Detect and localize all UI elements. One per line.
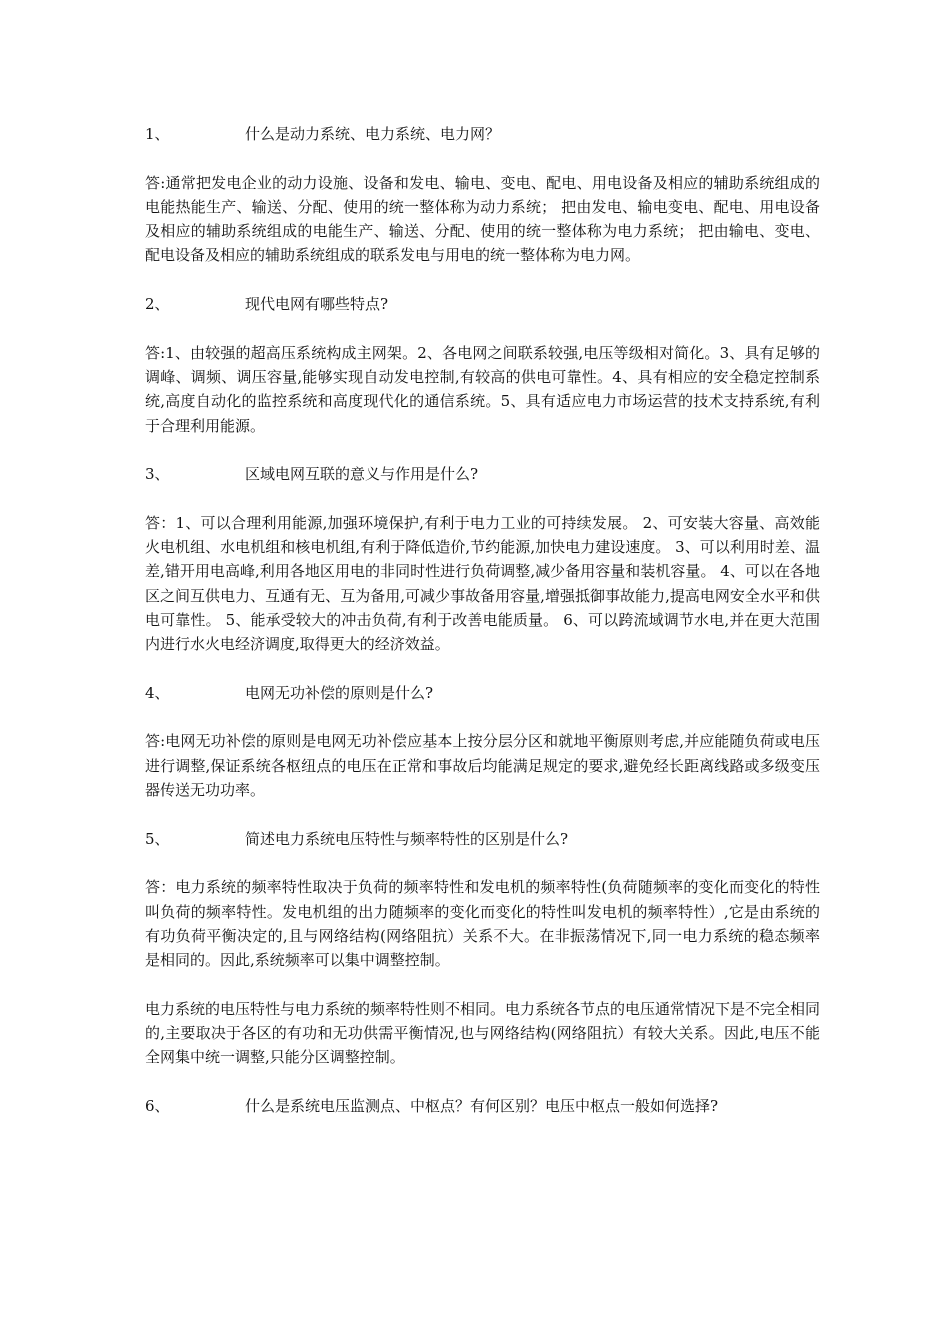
answer-paragraph: 答:电网无功补偿的原则是电网无功补偿应基本上按分层分区和就地平衡原则考虑,并应能随负荷或电压进行调整,保证系统各枢纽点的电压在正常和事故后均能满足规定的要求,避免经长距离线路或多级变压器传送无功功率。 <box>145 732 820 800</box>
question-text: 简述电力系统电压特性与频率特性的区别是什么? <box>245 829 569 848</box>
answer-paragraph: 答:通常把发电企业的动力设施、设备和发电、输电、变电、配电、用电设备及相应的辅助系统组成的电能热能生产、输送、分配、使用的统一整体称为动力系统； 把由发电、输电变电、配电、用电设备及相应的辅助系统组成的电能生产、输送、分配、使用的统一整体称为电力系统； 把由输电、变电、配电设备及相应的辅助系统组成的联系发电与用电的统一整体称为电力网。 <box>145 173 820 265</box>
question-number: 2、 <box>145 295 170 314</box>
question-heading <box>145 292 820 316</box>
answer-paragraph: 答：1、可以合理利用能源,加强环境保护,有利于电力工业的可持续发展。 2、可安装大容量、高效能火电机组、水电机组和核电机组,有利于降低造价,节约能源,加快电力建设速度。 3、可以利用时差、温差,错开用电高峰,利用各地区用电的非同时性进行负荷调整,减少备用容量和装机容量。 4、可以在各地区之间互供电力、互通有无、互为备用,可减少事故备用容量,增强抵御事故能力,提高电网安全水平和供电可靠性。 5、能承受较大的冲击负荷,有利于改善电能质量。 6、可以跨流域调节水电,并在更大范围内进行水火电经济调度,取得更大的经济效益。 <box>145 513 820 654</box>
question-heading <box>145 1094 820 1118</box>
question-number: 3、 <box>145 465 170 484</box>
answer-paragraph: 答：电力系统的频率特性取决于负荷的频率特性和发电机的频率特性(负荷随频率的变化而变化的特性叫负荷的频率特性。发电机组的出力随频率的变化而变化的特性叫发电机的频率特性）,它是由系统的有功负荷平衡决定的,且与网络结构(网络阻抗）关系不大。在非振荡情况下,同一电力系统的稳态频率是相同的。因此,系统频率可以集中调整控制。 <box>145 878 820 970</box>
question-heading <box>145 462 820 486</box>
question-text: 什么是动力系统、电力系统、电力网？ <box>245 125 501 143</box>
question-text: 区域电网互联的意义与作用是什么? <box>245 465 479 484</box>
question-number: 6、 <box>145 1096 170 1115</box>
question-number: 1、 <box>145 125 170 143</box>
question-heading <box>145 827 820 851</box>
question-text: 现代电网有哪些特点? <box>245 295 389 314</box>
document-page <box>145 122 820 1118</box>
answer-paragraph: 答:1、由较强的超高压系统构成主网架。2、各电网之间联系较强,电压等级相对简化。3、具有足够的调峰、调频、调压容量,能够实现自动发电控制,有较高的供电可靠性。4、具有相应的安全稳定控制系统,高度自动化的监控系统和高度现代化的通信系统。5、具有适应电力市场运营的技术支持系统,有利于合理利用能源。 <box>145 343 820 435</box>
question-number: 4、 <box>145 683 170 702</box>
answer-paragraph: 电力系统的电压特性与电力系统的频率特性则不相同。电力系统各节点的电压通常情况下是不完全相同的,主要取决于各区的有功和无功供需平衡情况,也与网络结构(网络阻抗）有较大关系。因此,电压不能全网集中统一调整,只能分区调整控制。 <box>145 999 821 1067</box>
question-text: 电网无功补偿的原则是什么? <box>245 683 434 702</box>
question-text: 什么是系统电压监测点、中枢点？有何区别？电压中枢点一般如何选择? <box>245 1096 719 1115</box>
question-heading <box>145 122 820 146</box>
question-heading <box>145 681 820 705</box>
question-number: 5、 <box>145 829 170 848</box>
